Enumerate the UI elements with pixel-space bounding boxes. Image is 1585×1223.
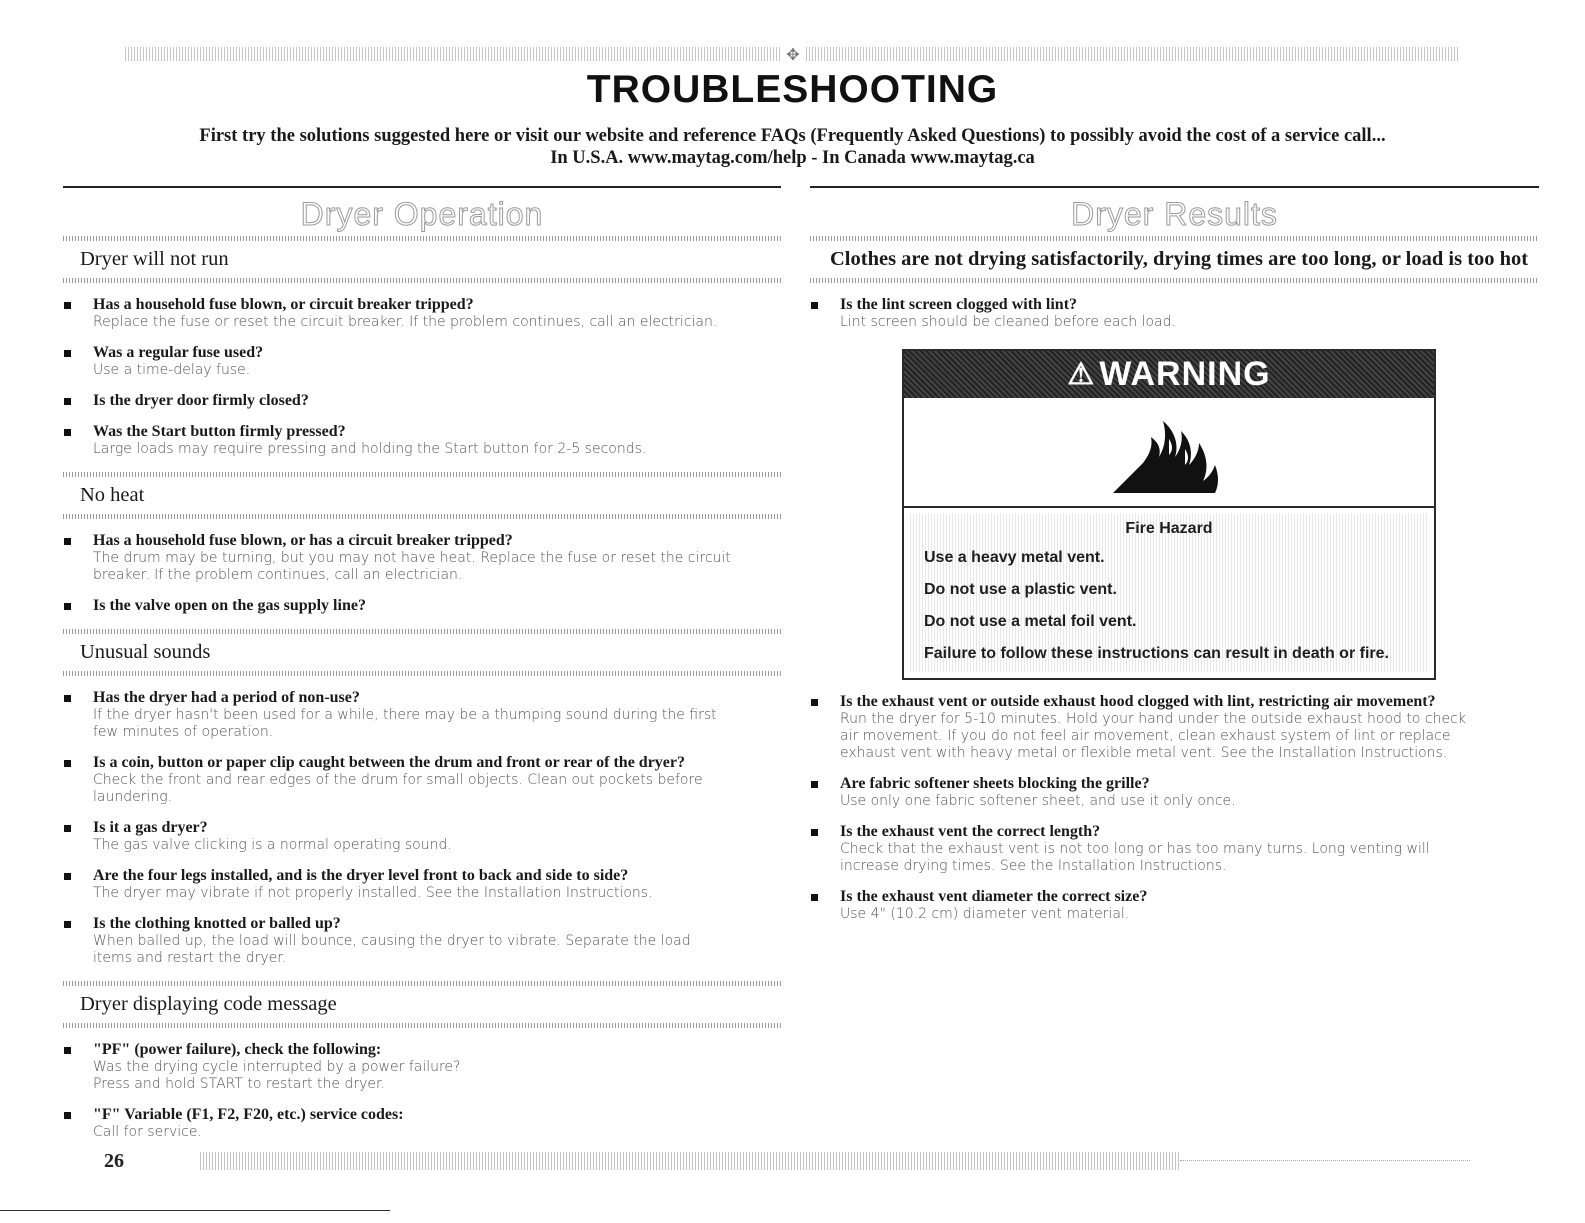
list-item bbox=[63, 753, 781, 806]
question: Has the dryer had a period of non-use? bbox=[93, 689, 360, 706]
question: Is the exhaust vent diameter the correct size? bbox=[840, 888, 1148, 905]
troubleshooting-list bbox=[63, 688, 781, 967]
section-divider bbox=[63, 514, 781, 519]
footer-rule bbox=[0, 1210, 390, 1211]
question: Is the clothing knotted or balled up? bbox=[93, 915, 341, 932]
page-number: 26 bbox=[104, 1150, 124, 1172]
answer: Was the drying cycle interrupted by a power failure? Press and hold START to restart the dryer. bbox=[93, 1059, 461, 1092]
column-title: Dryer Results bbox=[1071, 196, 1278, 232]
troubleshooting-list bbox=[810, 692, 1539, 923]
list-item bbox=[810, 887, 1539, 923]
question: Is it a gas dryer? bbox=[93, 819, 208, 836]
troubleshooting-list bbox=[63, 295, 781, 458]
list-item bbox=[810, 295, 1539, 331]
page-title: TROUBLESHOOTING bbox=[586, 68, 999, 111]
answer: The drum may be turning, but you may not have heat. Replace the fuse or reset the circuit breaker. If the problem continues, call an electrician. bbox=[93, 550, 731, 583]
list-item bbox=[810, 822, 1539, 875]
section-heading: Dryer will not run bbox=[80, 248, 229, 270]
column-rule bbox=[810, 186, 1539, 188]
question: Was a regular fuse used? bbox=[93, 344, 264, 361]
list-item bbox=[63, 1040, 781, 1093]
column-title: Dryer Operation bbox=[300, 196, 544, 232]
answer: Use 4" (10.2 cm) diameter vent material. bbox=[840, 906, 1130, 922]
section-heading: Dryer displaying code message bbox=[80, 993, 337, 1015]
answer: If the dryer hasn't been used for a while, there may be a thumping sound during the first few minutes of operation. bbox=[93, 707, 717, 740]
section-divider bbox=[63, 671, 781, 676]
dryer-results-column bbox=[810, 186, 1539, 923]
list-item bbox=[63, 422, 781, 458]
troubleshooting-list bbox=[810, 295, 1539, 331]
question: Are fabric softener sheets blocking the grille? bbox=[840, 775, 1150, 792]
question: "F" Variable (F1, F2, F20, etc.) service codes: bbox=[93, 1106, 404, 1123]
compass-ornament-icon: ✥ bbox=[781, 42, 805, 66]
answer: Call for service. bbox=[93, 1124, 202, 1140]
footer-dotted-rule bbox=[1180, 1160, 1470, 1161]
list-item bbox=[63, 1105, 781, 1141]
troubleshooting-list bbox=[63, 1040, 781, 1141]
answer: Lint screen should be cleaned before each load. bbox=[840, 314, 1176, 330]
answer: Large loads may require pressing and holding the Start button for 2-5 seconds. bbox=[93, 441, 647, 457]
warning-line: Failure to follow these instructions can result in death or fire. bbox=[924, 645, 1389, 662]
warning-header bbox=[904, 351, 1434, 398]
hazard-title: Fire Hazard bbox=[1125, 520, 1213, 537]
intro-line-2: In U.S.A. www.maytag.com/help - In Canada www.maytag.ca bbox=[550, 148, 1035, 168]
list-item bbox=[63, 596, 781, 615]
list-item bbox=[63, 866, 781, 902]
section-heading: Unusual sounds bbox=[80, 641, 211, 663]
list-item bbox=[63, 295, 781, 331]
intro-line-1: First try the solutions suggested here or visit our website and reference FAQs (Frequently Asked Questions) to possibly avoid the cost of a service call... bbox=[199, 126, 1386, 146]
list-item bbox=[63, 818, 781, 854]
list-item bbox=[63, 914, 781, 967]
question: Is the exhaust vent or outside exhaust hood clogged with lint, restricting air movement? bbox=[840, 693, 1436, 710]
question: Is the valve open on the gas supply line? bbox=[93, 597, 366, 614]
question: Is the dryer door firmly closed? bbox=[93, 392, 309, 409]
answer: The gas valve clicking is a normal operating sound. bbox=[93, 837, 452, 853]
section-heading: Clothes are not drying satisfactorily, drying times are too long, or load is too hot bbox=[830, 248, 1529, 270]
list-item bbox=[63, 531, 781, 584]
troubleshooting-list bbox=[63, 531, 781, 615]
list-item bbox=[63, 391, 781, 410]
intro-text bbox=[0, 125, 1585, 169]
question: Has a household fuse blown, or has a circuit breaker tripped? bbox=[93, 532, 513, 549]
fire-hazard-warning bbox=[902, 349, 1436, 680]
question: "PF" (power failure), check the following: bbox=[93, 1041, 382, 1058]
question: Is a coin, button or paper clip caught between the drum and front or rear of the dryer? bbox=[93, 754, 685, 771]
column-rule bbox=[63, 186, 781, 188]
warning-line: Do not use a plastic vent. bbox=[924, 581, 1117, 598]
fire-icon-area bbox=[904, 398, 1434, 508]
question: Is the exhaust vent the correct length? bbox=[840, 823, 1101, 840]
section-heading: No heat bbox=[80, 484, 145, 506]
list-item bbox=[810, 774, 1539, 810]
question: Are the four legs installed, and is the dryer level front to back and side to side? bbox=[93, 867, 629, 884]
footer-ornament-band bbox=[200, 1152, 1180, 1170]
answer: Run the dryer for 5-10 minutes. Hold your hand under the outside exhaust hood to check air movement. If you do not feel air movement, clean exhaust system of lint or replace exhaust vent with heavy metal or flexible metal vent. See the Installation Instructions. bbox=[840, 711, 1466, 761]
answer: When balled up, the load will bounce, causing the dryer to vibrate. Separate the load items and restart the dryer. bbox=[93, 933, 691, 966]
list-item bbox=[810, 692, 1539, 762]
section-divider bbox=[63, 278, 781, 283]
warning-message bbox=[910, 514, 1428, 672]
question: Has a household fuse blown, or circuit breaker tripped? bbox=[93, 296, 474, 313]
answer: Check that the exhaust vent is not too long or has too many turns. Long venting will increase drying times. See the Installation Instructions. bbox=[840, 841, 1430, 874]
warning-line: Do not use a metal foil vent. bbox=[924, 613, 1137, 630]
warning-triangle-icon: ⚠ bbox=[1067, 358, 1096, 391]
dryer-operation-column bbox=[63, 186, 781, 1141]
list-item bbox=[63, 343, 781, 379]
list-item bbox=[63, 688, 781, 741]
answer: Check the front and rear edges of the drum for small objects. Clean out pockets before laundering. bbox=[93, 772, 703, 805]
answer: Replace the fuse or reset the circuit breaker. If the problem continues, call an electrician. bbox=[93, 314, 718, 330]
answer: Use a time-delay fuse. bbox=[93, 362, 251, 378]
warning-label: WARNING bbox=[1099, 355, 1271, 393]
section-divider bbox=[810, 278, 1539, 283]
question: Was the Start button firmly pressed? bbox=[93, 423, 346, 440]
question: Is the lint screen clogged with lint? bbox=[840, 296, 1078, 313]
section-divider bbox=[63, 1023, 781, 1028]
fire-icon bbox=[1109, 409, 1229, 495]
warning-line: Use a heavy metal vent. bbox=[924, 549, 1105, 566]
answer: The dryer may vibrate if not properly installed. See the Installation Instructions. bbox=[93, 885, 653, 901]
answer: Use only one fabric softener sheet, and use it only once. bbox=[840, 793, 1236, 809]
